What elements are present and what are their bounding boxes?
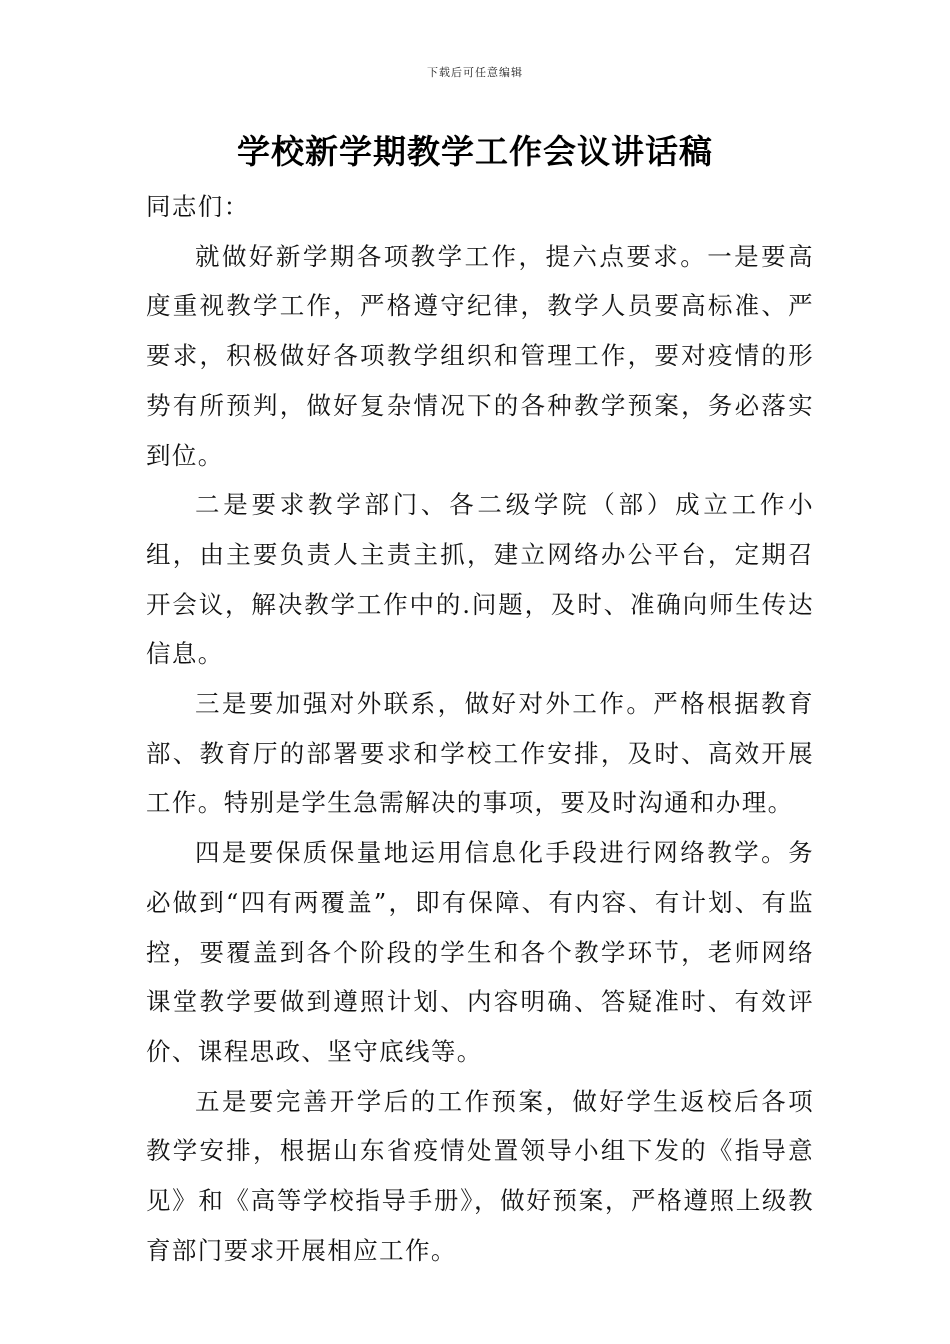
paragraph-4: 四是要保质保量地运用信息化手段进行网络教学。务必做到“四有两覆盖”，即有保障、有内容、有计划、有监控，要覆盖到各个阶段的学生和各个教学环节，老师网络课堂教学要做到遵照计划、内容明确、答疑准时、有效评价、课程思政、坚守底线等。 <box>146 838 814 1066</box>
header-note: 下载后可任意编辑 <box>427 66 523 79</box>
paragraph-5: 五是要完善开学后的工作预案，做好学生返校后各项教学安排，根据山东省疫情处置领导小组下发的《指导意见》和《高等学校指导手册》，做好预案，严格遵照上级教育部门要求开展相应工作。 <box>146 1086 814 1265</box>
greeting: 同志们： <box>146 192 250 221</box>
document-body <box>146 182 814 1275</box>
document-title: 学校新学期教学工作会议讲话稿 <box>237 132 713 171</box>
paragraph-3: 三是要加强对外联系，做好对外工作。严格根据教育部、教育厅的部署要求和学校工作安排，及时、高效开展工作。特别是学生急需解决的事项，要及时沟通和办理。 <box>146 689 814 818</box>
paragraph-1: 就做好新学期各项教学工作，提六点要求。一是要高度重视教学工作，严格遵守纪律，教学人员要高标准、严要求，积极做好各项教学组织和管理工作，要对疫情的形势有所预判，做好复杂情况下的各种教学预案，务必落实到位。 <box>146 241 814 470</box>
paragraph-2: 二是要求教学部门、各二级学院（部）成立工作小组，由主要负责人主责主抓，建立网络办公平台，定期召开会议，解决教学工作中的.问题，及时、准确向师生传达信息。 <box>146 490 814 669</box>
